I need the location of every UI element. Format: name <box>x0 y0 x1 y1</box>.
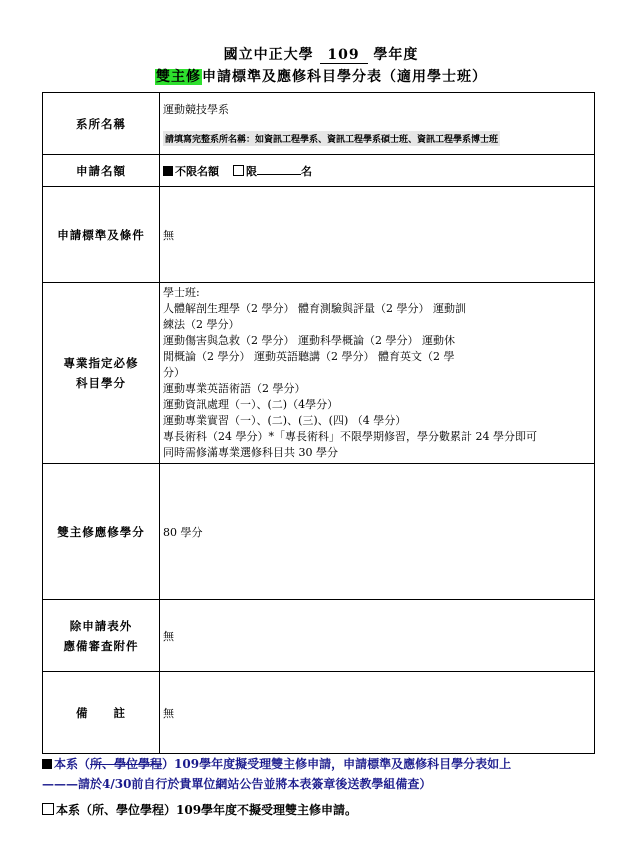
row-attachments <box>43 600 595 672</box>
dept-cell <box>160 93 595 155</box>
title-suffix: 學年度 <box>373 47 419 63</box>
row-credits <box>43 464 595 600</box>
attachments-label <box>43 600 160 672</box>
limited-checkbox[interactable] <box>233 165 244 176</box>
courses-cell <box>160 283 595 464</box>
attachments-label-line1: 除申請表外 <box>69 618 133 633</box>
course-line: 運動資訊處理（一）、(二)（4學分） <box>163 398 339 411</box>
criteria-label: 申請標準及條件 <box>43 187 160 283</box>
accept-line1 <box>42 754 602 774</box>
course-line: 同時需修滿專業選修科目共 30 學分 <box>163 446 338 459</box>
row-remarks <box>43 672 595 754</box>
row-dept <box>43 93 595 155</box>
credits-value: 80 學分 <box>160 464 595 600</box>
unlimited-checkbox[interactable] <box>163 166 173 176</box>
unlimited-label: 不限名額 <box>175 164 219 178</box>
credits-label: 雙主修應修學分 <box>43 464 160 600</box>
courses-label <box>43 283 160 464</box>
accept-option <box>42 754 602 794</box>
quota-unit: 名 <box>301 164 312 178</box>
courses-label-line2: 科目學分 <box>76 376 126 390</box>
row-courses <box>43 283 595 464</box>
remarks-label: 備 註 <box>43 672 160 754</box>
course-line: 專長術科（24 學分）*「專長術科」不限學期修習，學分數累計 24 學分即可 <box>163 430 537 443</box>
subtitle-rest: 申請標準及應修科目學分表（適用學士班） <box>202 69 487 85</box>
quota-cell <box>160 155 595 187</box>
course-line: 運動專業實習（一）、(二)、(三)、(四) （4 學分） <box>163 414 407 427</box>
title-prefix: 國立中正大學 <box>223 47 314 63</box>
academic-year: 109 <box>320 47 368 64</box>
course-line: 分） <box>163 366 185 379</box>
row-quota <box>43 155 595 187</box>
course-line: 運動傷害與急救（2 學分） 運動科學概論（2 學分） 運動休 <box>163 334 455 347</box>
accept-struck-text: 所、學位學程 <box>90 757 163 771</box>
course-line: 練法（2 學分） <box>163 318 240 331</box>
quota-number-blank[interactable] <box>257 174 301 175</box>
course-line: 人體解剖生理學（2 學分） 體育測驗與評量（2 學分） 運動訓 <box>163 302 466 315</box>
accept-text-a: 本系（ <box>54 757 91 771</box>
row-criteria <box>43 187 595 283</box>
criteria-value: 無 <box>160 187 595 283</box>
accept-text-b: ）109學年度擬受理雙主修申請，申請標準及應修科目學分表如上 <box>162 757 512 771</box>
quota-label: 申請名額 <box>43 155 160 187</box>
dept-name-note: 請填寫完整系所名稱：如資訊工程學系、資訊工程學系碩士班、資訊工程學系博士班 <box>163 131 500 146</box>
accept-checkbox[interactable] <box>42 759 52 769</box>
decline-checkbox[interactable] <box>42 803 54 815</box>
accept-line2: ———請於4/30前自行於貴單位網站公告並將本表簽章後送教學組備查） <box>42 777 432 791</box>
attachments-label-line2: 應備審查附件 <box>63 638 139 653</box>
course-line: 運動專業英語術語（2 學分） <box>163 382 306 395</box>
form-subtitle <box>0 66 642 86</box>
remarks-value: 無 <box>160 672 595 754</box>
dept-name: 運動競技學系 <box>163 103 229 116</box>
course-line: 閒概論（2 學分） 運動英語聽講（2 學分） 體育英文（2 學 <box>163 350 455 363</box>
highlighted-double-major: 雙主修 <box>156 69 201 85</box>
form-title <box>0 44 642 64</box>
decline-option <box>42 800 602 820</box>
courses-label-line1: 專業指定必修 <box>63 356 139 370</box>
application-form-table <box>42 92 595 754</box>
attachments-value: 無 <box>160 600 595 672</box>
dept-label: 系所名稱 <box>43 93 160 155</box>
limited-label: 限 <box>246 164 257 178</box>
course-line: 學士班: <box>163 286 200 299</box>
decline-text: 本系（所、學位學程）109學年度不擬受理雙主修申請。 <box>56 803 358 817</box>
